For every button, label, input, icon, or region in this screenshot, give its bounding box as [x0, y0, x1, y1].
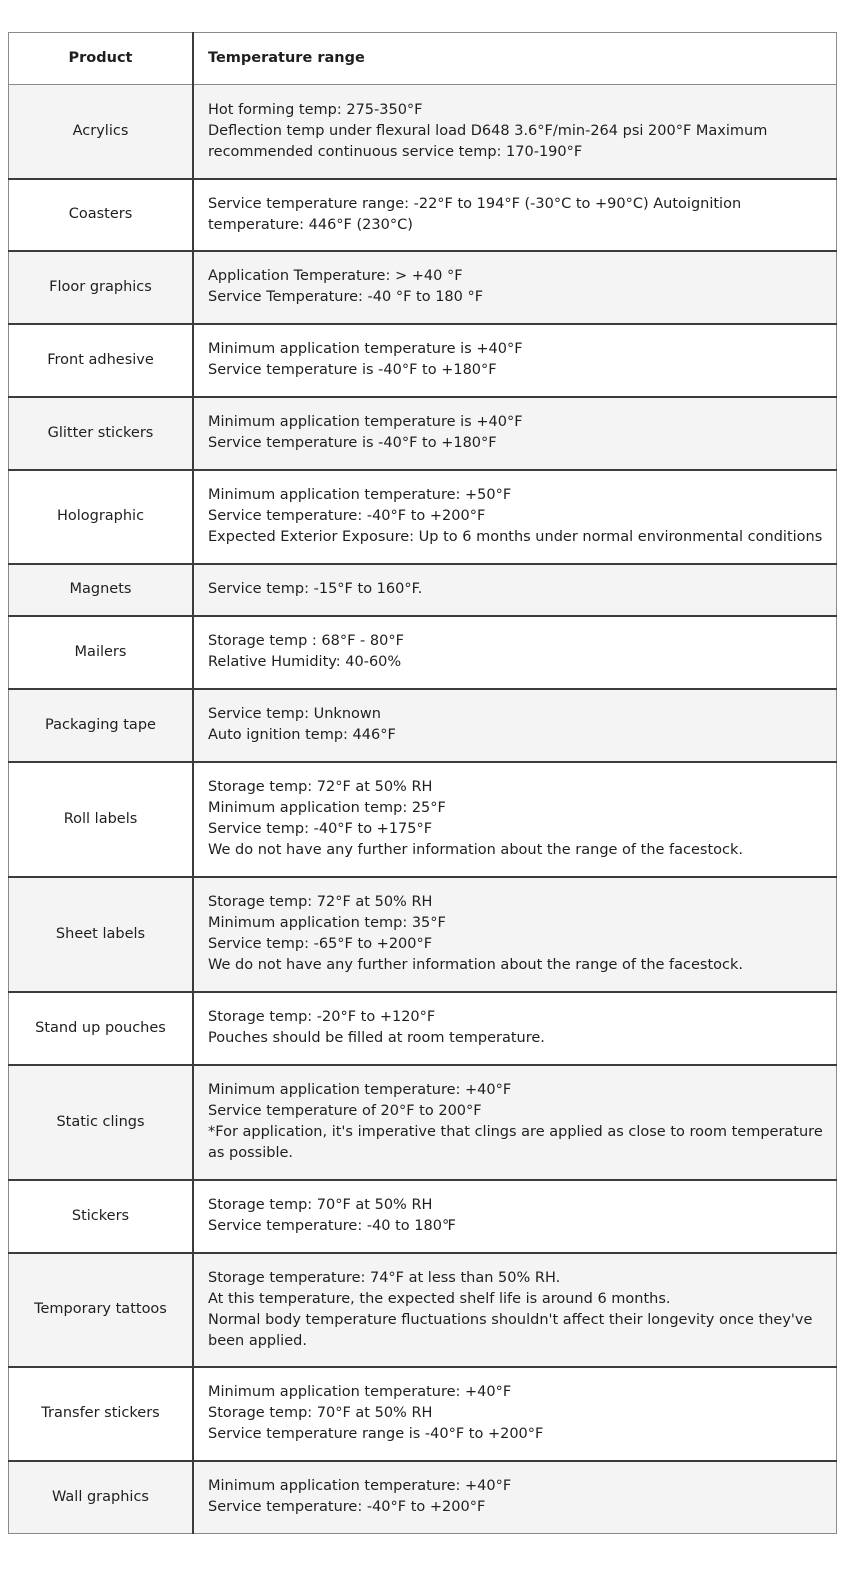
range-line: Service temperature is -40°F to +180°F	[208, 362, 497, 378]
table-row	[9, 85, 837, 179]
temperature-range-cell	[193, 1180, 837, 1253]
product-cell: Stickers	[9, 1180, 194, 1253]
header-product: Product	[9, 33, 194, 85]
range-line: Minimum application temp: 25°F	[208, 800, 446, 816]
table-body	[9, 85, 837, 1534]
product-cell: Acrylics	[9, 85, 194, 179]
range-line: We do not have any further information about the range of the facestock.	[208, 842, 744, 858]
range-line: Service temperature range: -22°F to 194°F (-30°C to +90°C) Autoignition temperature: 446°F (230°C)	[208, 195, 742, 233]
product-cell: Temporary tattoos	[9, 1253, 194, 1367]
product-cell: Packaging tape	[9, 689, 194, 762]
table-row	[9, 1367, 837, 1461]
range-line: Service temperature of 20°F to 200°F	[208, 1103, 482, 1119]
temperature-table	[8, 32, 837, 1534]
product-cell: Mailers	[9, 616, 194, 689]
header-temperature-range: Temperature range	[193, 33, 837, 85]
range-line: Storage temp : 68°F - 80°F	[208, 633, 404, 649]
range-line: Hot forming temp: 275-350°F	[208, 101, 423, 118]
temperature-range-cell	[193, 564, 837, 616]
table-row	[9, 1180, 837, 1253]
table-row	[9, 1461, 837, 1534]
table-row	[9, 689, 837, 762]
temperature-range-cell	[193, 179, 837, 251]
table-row	[9, 564, 837, 616]
range-line: Minimum application temperature: +40°F	[208, 1384, 512, 1400]
range-line: Service temperature: -40 to 180℉	[208, 1218, 456, 1234]
range-line: Storage temp: 72°F at 50% RH	[208, 779, 433, 795]
table-row	[9, 1253, 837, 1367]
product-cell: Sheet labels	[9, 877, 194, 992]
range-line: At this temperature, the expected shelf life is around 6 months.	[208, 1290, 671, 1307]
temperature-range-cell	[193, 470, 837, 564]
range-line: Service temp: Unknown	[208, 706, 381, 722]
table-row	[9, 397, 837, 470]
table-header-row	[9, 33, 837, 85]
range-line: We do not have any further information about the range of the facestock.	[208, 957, 744, 973]
table-row	[9, 1065, 837, 1180]
temperature-range-cell	[193, 397, 837, 470]
table-row	[9, 179, 837, 251]
range-line: Service temperature: -40°F to +200°F	[208, 1499, 486, 1516]
range-line: Storage temp: -20°F to +120°F	[208, 1009, 436, 1025]
range-line: Minimum application temperature is +40°F	[208, 341, 523, 357]
temperature-range-cell	[193, 1461, 837, 1534]
range-line: Service temp: -40°F to +175°F	[208, 821, 433, 837]
range-line: Storage temp: 72°F at 50% RH	[208, 894, 433, 910]
table-row	[9, 470, 837, 564]
product-cell: Magnets	[9, 564, 194, 616]
product-cell: Static clings	[9, 1065, 194, 1180]
temperature-range-cell	[193, 251, 837, 324]
range-line: Minimum application temp: 35°F	[208, 915, 446, 931]
range-line: Service temperature range is -40°F to +200°F	[208, 1426, 544, 1442]
table-row	[9, 877, 837, 992]
table-row	[9, 762, 837, 877]
product-cell: Roll labels	[9, 762, 194, 877]
table-row	[9, 616, 837, 689]
range-line: Storage temp: 70°F at 50% RH	[208, 1405, 433, 1421]
range-line: Relative Humidity: 40-60%	[208, 654, 402, 670]
range-line: Storage temp: 70°F at 50% RH	[208, 1197, 433, 1213]
product-cell: Holographic	[9, 470, 194, 564]
temperature-range-cell	[193, 85, 837, 179]
range-line: Auto ignition temp: 446°F	[208, 727, 396, 743]
range-line: Service temp: -15°F to 160°F.	[208, 581, 423, 597]
product-cell: Coasters	[9, 179, 194, 251]
range-line: Pouches should be filled at room temperature.	[208, 1030, 545, 1046]
table-row	[9, 324, 837, 397]
temperature-range-cell	[193, 1367, 837, 1461]
range-line: Minimum application temperature: +40°F	[208, 1478, 512, 1495]
range-line: Normal body temperature fluctuations shouldn't affect their longevity once they've been applied.	[208, 1311, 813, 1349]
product-cell: Transfer stickers	[9, 1367, 194, 1461]
product-cell: Stand up pouches	[9, 992, 194, 1065]
range-line: Application Temperature: > +40 °F	[208, 268, 463, 284]
range-line: Service temp: -65°F to +200°F	[208, 936, 433, 952]
product-cell: Front adhesive	[9, 324, 194, 397]
range-line: Service temperature: -40°F to +200°F	[208, 508, 486, 524]
temperature-range-cell	[193, 689, 837, 762]
temperature-range-cell	[193, 324, 837, 397]
temperature-range-cell	[193, 992, 837, 1065]
temperature-range-cell	[193, 616, 837, 689]
temperature-range-cell	[193, 1065, 837, 1180]
range-line: Service Temperature: -40 °F to 180 °F	[208, 289, 484, 305]
range-line: Expected Exterior Exposure: Up to 6 months under normal environmental conditions	[208, 529, 823, 545]
range-line: Service temperature is -40°F to +180°F	[208, 435, 497, 451]
table-row	[9, 992, 837, 1065]
temperature-range-cell	[193, 762, 837, 877]
temperature-range-cell	[193, 1253, 837, 1367]
range-line: Deflection temp under flexural load D648 3.6°F/min-264 psi 200°F Maximum recommended continuous service temp: 170-190°F	[208, 122, 768, 160]
product-cell: Glitter stickers	[9, 397, 194, 470]
table-row	[9, 251, 837, 324]
range-line: Minimum application temperature: +50°F	[208, 487, 512, 503]
range-line: Minimum application temperature is +40°F	[208, 414, 523, 430]
product-cell: Floor graphics	[9, 251, 194, 324]
product-cell: Wall graphics	[9, 1461, 194, 1534]
range-line: Storage temperature: 74°F at less than 50% RH.	[208, 1269, 561, 1286]
temperature-range-cell	[193, 877, 837, 992]
range-line: Minimum application temperature: +40°F	[208, 1082, 512, 1098]
range-line: *For application, it's imperative that clings are applied as close to room temperature as possible.	[208, 1124, 823, 1161]
